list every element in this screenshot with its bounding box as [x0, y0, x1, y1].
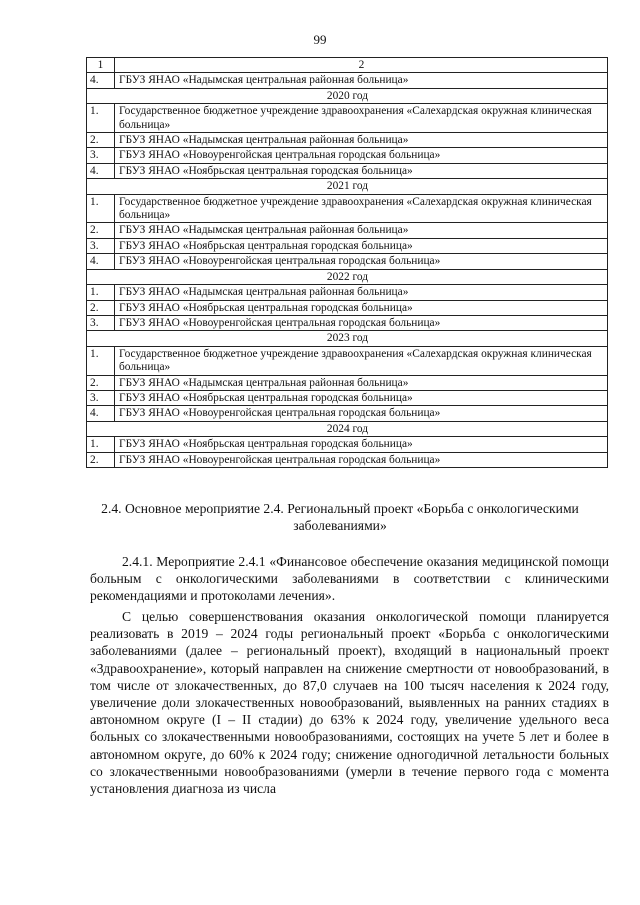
year-row — [87, 331, 608, 346]
row-number: 4. — [87, 406, 115, 421]
institution-name: ГБУЗ ЯНАО «Новоуренгойская центральная городская больница» — [115, 452, 608, 467]
row-number: 2. — [87, 133, 115, 148]
institution-name: ГБУЗ ЯНАО «Новоуренгойская центральная городская больница» — [115, 406, 608, 421]
year-row — [87, 269, 608, 284]
row-number: 4. — [87, 73, 115, 88]
table-row — [87, 148, 608, 163]
paragraph-1: 2.4.1. Мероприятие 2.4.1 «Финансовое обеспечение оказания медицинской помощи больным с онкологическими заболеваниями в соответствии с клиническими рекомендациями и протоколами лечения». — [90, 554, 609, 604]
table-header-row — [87, 58, 608, 73]
row-number: 1. — [87, 346, 115, 375]
row-number: 4. — [87, 254, 115, 269]
institution-name: ГБУЗ ЯНАО «Надымская центральная районная больница» — [115, 73, 608, 88]
table-row — [87, 104, 608, 133]
paragraph-2: С целью совершенствования оказания онкологической помощи планируется реализовать в 2019 – 2024 годы региональный проект «Борьба с онкологическими заболеваниями (далее – региональный проект), входящий в национальный проект «Здравоохранение», который направлен на снижение смертности от новообразований, в том числе от злокачественных, до 87,0 случаев на 100 тысяч населения к 2024 году, увеличение доли злокачественных новообразований, выявленных на ранних стадиях в автономном округе (I – II стадии) до 63% к 2024 году, увеличение удельного веса больных со злокачественными новообразованиями, состоящих на учете 5 лет и более в автономном округе, до 60% к 2024 году; снижение одногодичной летальности больных со злокачественными новообразованиями (умерли в течение первого года с момента установления диагноза из числа — [90, 609, 609, 797]
institution-name: ГБУЗ ЯНАО «Ноябрьская центральная городская больница» — [115, 437, 608, 452]
institution-name: Государственное бюджетное учреждение здравоохранения «Салехардская окружная клиническая больница» — [115, 104, 608, 133]
institution-name: Государственное бюджетное учреждение здравоохранения «Салехардская окружная клиническая больница» — [115, 194, 608, 223]
row-number: 4. — [87, 163, 115, 178]
year-row — [87, 88, 608, 103]
row-number: 2. — [87, 452, 115, 467]
table-row — [87, 452, 608, 467]
table-row — [87, 194, 608, 223]
year-label: 2024 год — [87, 421, 608, 436]
institution-name: ГБУЗ ЯНАО «Надымская центральная районная больница» — [115, 375, 608, 390]
row-number: 3. — [87, 315, 115, 330]
row-number: 3. — [87, 390, 115, 405]
table-row — [87, 254, 608, 269]
row-number: 2. — [87, 375, 115, 390]
table-row — [87, 223, 608, 238]
row-number: 1. — [87, 194, 115, 223]
hospitals-table — [86, 57, 608, 468]
table-row — [87, 163, 608, 178]
row-number: 3. — [87, 238, 115, 253]
section-title: 2.4. Основное мероприятие 2.4. Региональный проект «Борьба с онкологическими заболеваниями» — [101, 501, 579, 533]
row-number: 1. — [87, 285, 115, 300]
table-row — [87, 73, 608, 88]
table-row — [87, 133, 608, 148]
year-row — [87, 421, 608, 436]
institution-name: ГБУЗ ЯНАО «Надымская центральная районная больница» — [115, 223, 608, 238]
page-number: 99 — [313, 32, 327, 47]
row-number: 3. — [87, 148, 115, 163]
institution-name: ГБУЗ ЯНАО «Новоуренгойская центральная городская больница» — [115, 254, 608, 269]
paragraph-activity — [90, 553, 609, 605]
table-row — [87, 346, 608, 375]
table-row — [87, 285, 608, 300]
header-col-number: 1 — [87, 58, 115, 73]
table-row — [87, 406, 608, 421]
year-label: 2023 год — [87, 331, 608, 346]
paragraph-goal — [90, 608, 609, 797]
institution-name: ГБУЗ ЯНАО «Новоуренгойская центральная городская больница» — [115, 148, 608, 163]
row-number: 1. — [87, 437, 115, 452]
institution-name: ГБУЗ ЯНАО «Надымская центральная районная больница» — [115, 133, 608, 148]
institution-name: ГБУЗ ЯНАО «Ноябрьская центральная городская больница» — [115, 163, 608, 178]
year-row — [87, 179, 608, 194]
institution-name: ГБУЗ ЯНАО «Ноябрьская центральная городская больница» — [115, 300, 608, 315]
table-row — [87, 315, 608, 330]
table-row — [87, 238, 608, 253]
year-label: 2022 год — [87, 269, 608, 284]
row-number: 1. — [87, 104, 115, 133]
table-row — [87, 375, 608, 390]
row-number: 2. — [87, 300, 115, 315]
institution-name: ГБУЗ ЯНАО «Надымская центральная районная больница» — [115, 285, 608, 300]
table-row — [87, 390, 608, 405]
institution-name: ГБУЗ ЯНАО «Ноябрьская центральная городская больница» — [115, 390, 608, 405]
table-row — [87, 300, 608, 315]
table-row — [87, 437, 608, 452]
year-label: 2021 год — [87, 179, 608, 194]
year-label: 2020 год — [87, 88, 608, 103]
row-number: 2. — [87, 223, 115, 238]
institution-name: Государственное бюджетное учреждение здравоохранения «Салехардская окружная клиническая больница» — [115, 346, 608, 375]
institution-name: ГБУЗ ЯНАО «Ноябрьская центральная городская больница» — [115, 238, 608, 253]
institution-name: ГБУЗ ЯНАО «Новоуренгойская центральная городская больница» — [115, 315, 608, 330]
header-col-name: 2 — [115, 58, 608, 73]
